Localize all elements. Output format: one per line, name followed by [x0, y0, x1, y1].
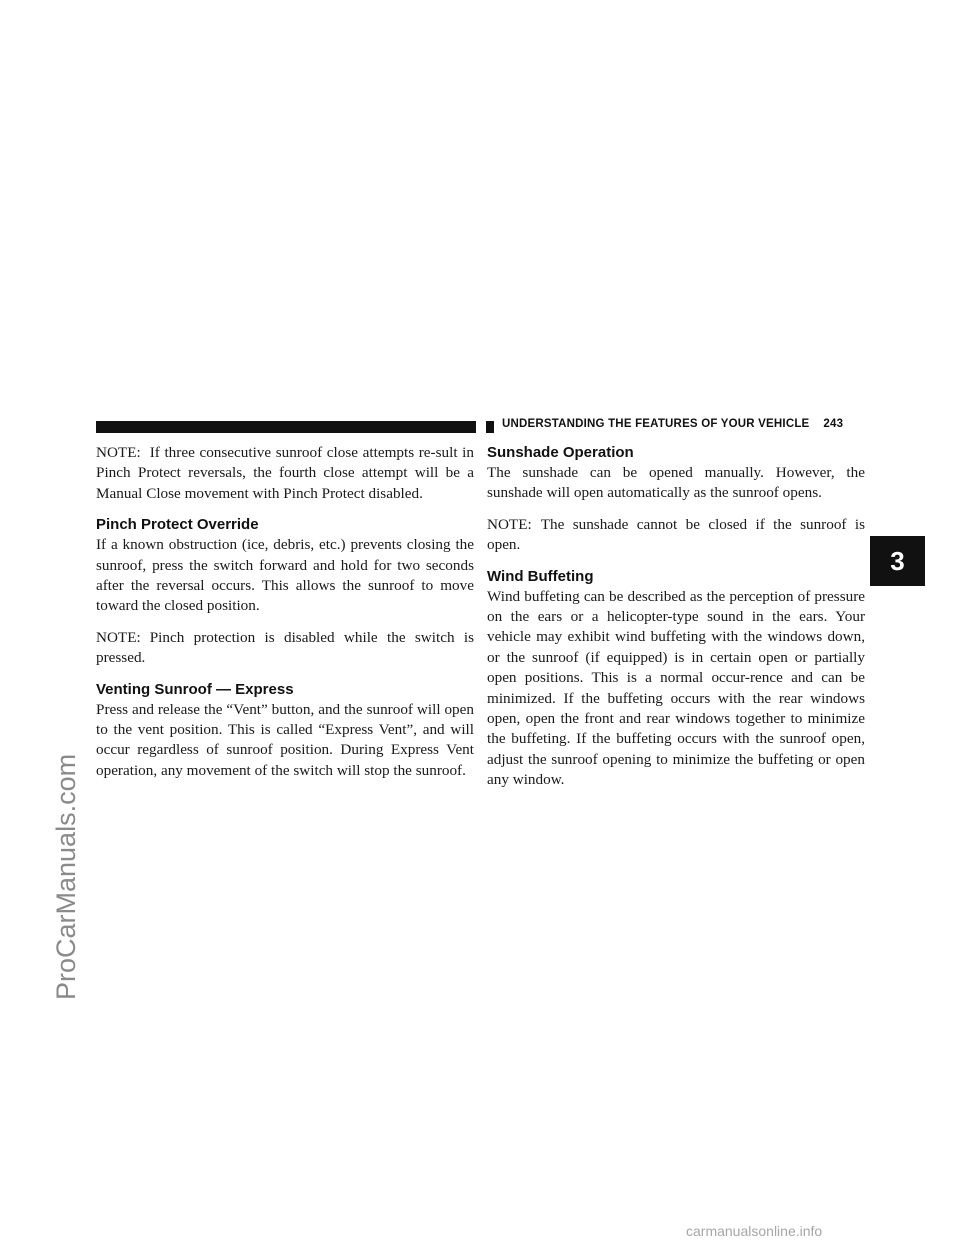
chapter-tab: 3 [870, 536, 925, 586]
running-header [502, 418, 864, 430]
left-column [96, 443, 474, 792]
header-rule-left [96, 421, 476, 433]
wind-buffeting-text: Wind buffeting can be described as the perception of pressure on the ears or a helicopter-type sound in the ears. Your vehicle may exhibit wind buffeting with the windows down, or the sunroof (if equipped) is in certain open or partially open positions. This is a normal occur-rence and can be minimized. If the buffeting occurs with the rear windows open, open the front and rear windows together to minimize the buffeting. If the buffeting occurs with the sunroof open, adjust the sunroof opening to minimize the buffeting or open any window. [487, 587, 865, 789]
note-label: NOTE: [96, 444, 141, 461]
section-title: UNDERSTANDING THE FEATURES OF YOUR VEHICLE [502, 418, 810, 430]
side-watermark: ProCarManuals.com [51, 753, 81, 1000]
note-text: If three consecutive sunroof close attempts re-sult in Pinch Protect reversals, the fourth close attempt will be a Manual Close movement with Pinch Protect disabled. [96, 444, 474, 502]
note-paragraph [487, 515, 865, 556]
venting-heading: Venting Sunroof — Express [96, 680, 294, 698]
note-text: The sunshade cannot be closed if the sunroof is open. [487, 515, 865, 554]
note-label: NOTE: [487, 515, 532, 533]
page-number: 243 [823, 418, 844, 430]
pinch-override-text: If a known obstruction (ice, debris, etc.) prevents closing the sunroof, press the switch forward and hold for two seconds after the reversal occurs. This allows the sunroof to move toward the closed position. [96, 536, 474, 615]
venting-text: Press and release the “Vent” button, and the sunroof will open to the vent position. This is called “Express Vent”, and will occur regardless of sunroof position. During Express Vent operation, any movement of the switch will stop the sunroof. [96, 700, 474, 779]
sunshade-text: The sunshade can be opened manually. However, the sunshade will open automatically as the sunroof opens. [487, 464, 865, 502]
note-text: Pinch protection is disabled while the switch is pressed. [96, 628, 474, 667]
wind-buffeting-heading: Wind Buffeting [487, 567, 594, 585]
pinch-override-heading: Pinch Protect Override [96, 516, 259, 534]
header-rule-right [486, 421, 494, 433]
bottom-watermark: carmanualsonline.info [686, 1223, 823, 1239]
right-column [487, 443, 865, 802]
note-paragraph [96, 443, 474, 504]
note-label: NOTE: [96, 628, 141, 646]
note-paragraph [96, 628, 474, 669]
sunshade-heading: Sunshade Operation [487, 444, 634, 461]
